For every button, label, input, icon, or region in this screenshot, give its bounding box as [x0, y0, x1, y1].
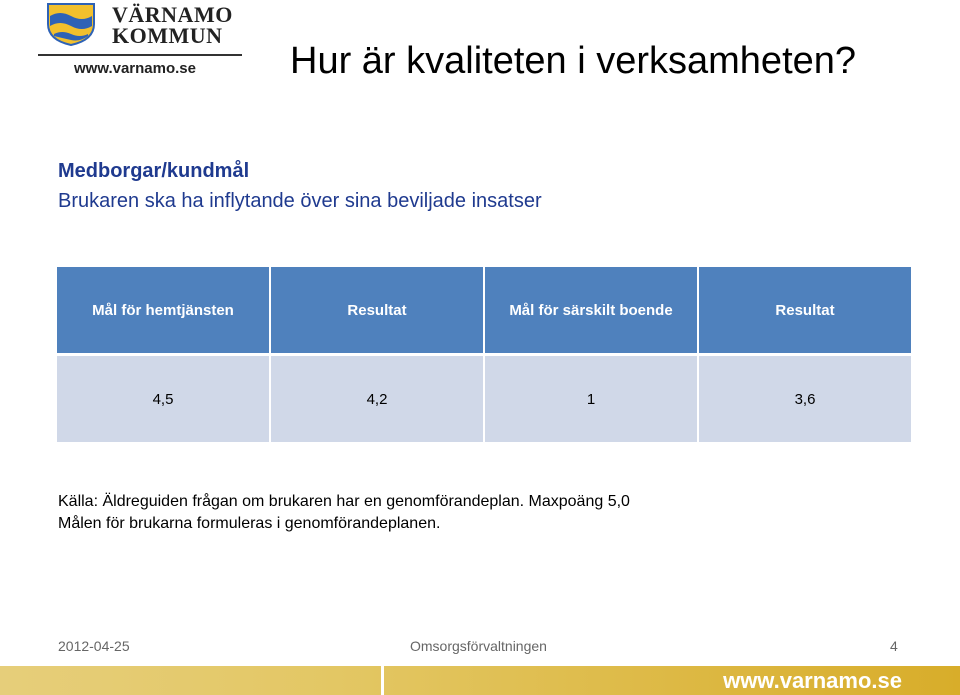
- footer-organization: Omsorgsförvaltningen: [410, 638, 547, 654]
- table-header-goal-homecare: Mål för hemtjänsten: [57, 267, 269, 353]
- table-cell: 4,2: [271, 356, 483, 442]
- footer-page-number: 4: [890, 638, 898, 654]
- slide-subtext: Brukaren ska ha inflytande över sina beviljade insatser: [58, 190, 542, 212]
- table-header-goal-special-housing: Mål för särskilt boende: [485, 267, 697, 353]
- logo-url: www.varnamo.se: [74, 60, 196, 77]
- footer-url: www.varnamo.se: [723, 668, 902, 693]
- slide-subheading: Medborgar/kundmål: [58, 160, 250, 182]
- table-header-result-special-housing: Resultat: [699, 267, 911, 353]
- footer-date: 2012-04-25: [58, 638, 130, 654]
- table-cell: 4,5: [57, 356, 269, 442]
- slide-title: Hur är kvaliteten i verksamheten?: [290, 40, 857, 82]
- logo-divider: [38, 54, 242, 56]
- coat-of-arms-icon: [46, 2, 96, 46]
- varnamo-logo: [18, 0, 233, 86]
- footer-band-divider: [381, 666, 384, 695]
- logo-name-line1: VÄRNAMO: [112, 2, 233, 27]
- source-note-line2: Målen för brukarna formuleras i genomförandeplanen.: [58, 515, 441, 532]
- table-cell: 3,6: [699, 356, 911, 442]
- table-cell: 1: [485, 356, 697, 442]
- source-note-line1: Källa: Äldreguiden frågan om brukaren har en genomförandeplan. Maxpoäng 5,0: [58, 493, 630, 510]
- logo-name-line2: KOMMUN: [112, 23, 223, 48]
- table-header-result-homecare: Resultat: [271, 267, 483, 353]
- results-table: [57, 267, 911, 443]
